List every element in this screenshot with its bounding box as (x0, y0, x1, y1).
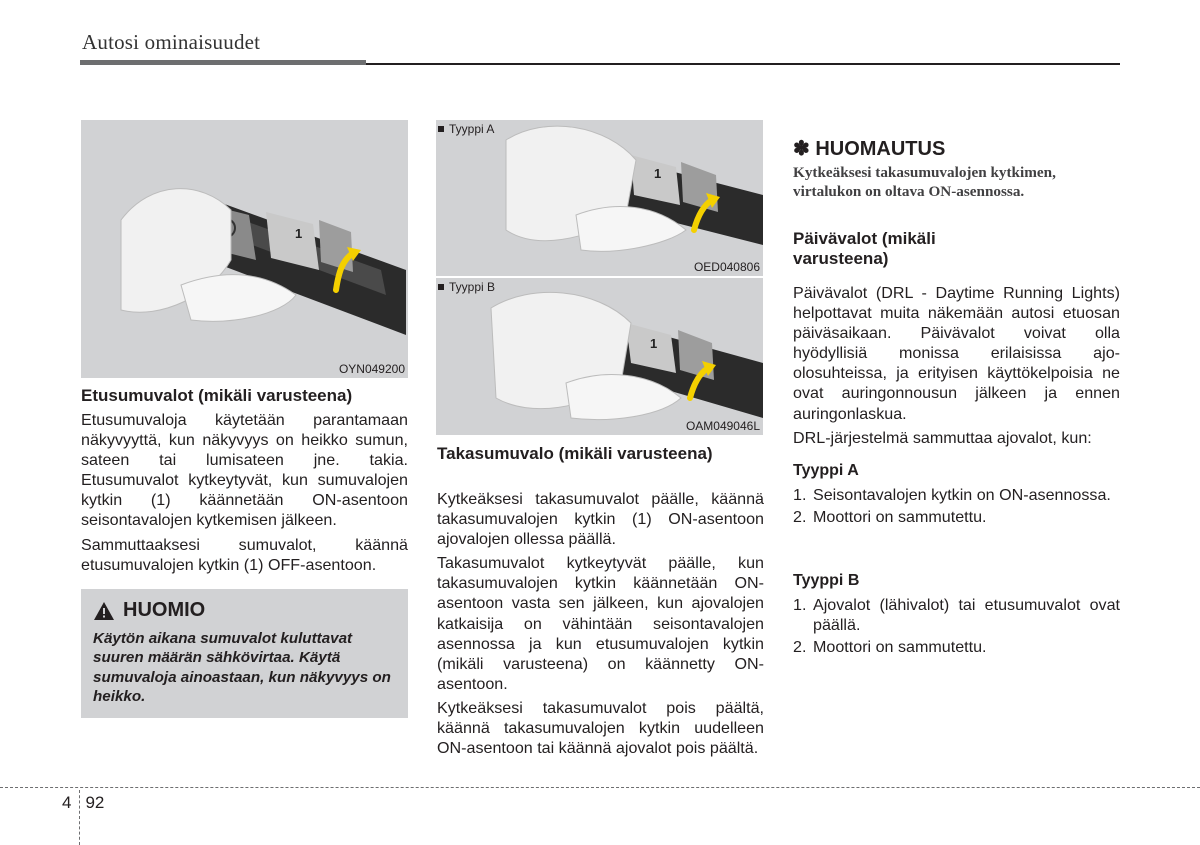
paragraph: Kytkeäksesi takasumuvalot pois päältä, käännä takasumuvalojen kytkin uudelleen ON-asentoon tai käännä ajovalot pois päältä. (437, 698, 764, 758)
stalk-illustration (436, 120, 763, 276)
section-body-drl (793, 283, 1120, 448)
list-type-a (793, 485, 1120, 527)
stalk-illustration (81, 120, 408, 378)
figure-code: OAM049046L (685, 419, 760, 433)
paragraph: Kytkeäksesi takasumuvalot päälle, käännä takasumuvalojen kytkin (1) ON-asentoon ajovalojen ollessa päällä. (437, 490, 764, 549)
section-heading-drl: Päivävalot (mikäli varusteena) (793, 229, 936, 268)
figure-code: OED040806 (693, 260, 760, 274)
paragraph: Takasumuvalot kytkeytyvät päälle, kun takasumuvalojen kytkin käännetään ON-asentoon vasta sen jälkeen, kun ajovalojen katkaisija on vähintään seisontavalojen asennossa ja kun etusumuvalojen kytkin (mikäli varusteena) on käännetty ON-asentoon. (437, 554, 764, 693)
figure-rear-fog-type-b (436, 278, 763, 435)
svg-text:1: 1 (654, 166, 662, 181)
caution-text: Käytön aikana sumuvalot kuluttavat suuren määrän sähkövirtaa. Käytä sumuvaloja ainoastaan, kun näkyvyys on heikko. (93, 630, 391, 706)
figure-front-fog-switch (81, 120, 408, 378)
square-bullet-icon (438, 284, 444, 290)
section-body-rear-fog (437, 489, 764, 758)
section-heading-front-fog: Etusumuvalot (mikäli varusteena) (81, 386, 353, 405)
figure-type-label: Tyyppi B (438, 280, 495, 294)
footer-dashed-rule (0, 787, 1200, 788)
paragraph: Sammuttaaksesi sumuvalot, käännä etusumuvalojen kytkin (1) OFF-asentoon. (81, 535, 408, 574)
figure-rear-fog-type-a (436, 120, 763, 276)
paragraph: DRL-järjestelmä sammuttaa ajovalot, kun: (793, 428, 1092, 447)
header-rule-thick (80, 60, 366, 65)
list-type-b (793, 595, 1120, 657)
svg-text:1: 1 (295, 226, 303, 241)
stalk-illustration (436, 278, 763, 435)
page-header-title: Autosi ominaisuudet (82, 30, 261, 54)
list-item: 1. Seisontavalojen kytkin on ON-asennossa. (793, 486, 1111, 504)
page-number: 4 92 (62, 793, 105, 812)
section-heading-rear-fog: Takasumuvalo (mikäli varusteena) (437, 444, 713, 463)
header-rule-thin (366, 63, 1120, 65)
caution-box (81, 589, 408, 718)
note-title: ✽ HUOMAUTUS (793, 138, 946, 160)
svg-text:1: 1 (650, 336, 658, 351)
figure-type-label: Tyyppi A (438, 122, 494, 136)
section-body-front-fog (81, 410, 408, 575)
warning-triangle-icon (93, 601, 115, 621)
figure-code: OYN049200 (338, 362, 405, 376)
subheading-type-b: Tyyppi B (793, 572, 860, 589)
list-item: 2. Moottori on sammutettu. (793, 508, 987, 527)
paragraph: Etusumuvaloja käytetään parantamaan näkyvyyttä, kun näkyvyys on heikko sumun, sateen tai lumisateen jne. takia. Etusumuvalot kytkeytyvät, kun sumuvalojen kytkin (1) käännetään ON-asentoon seisontavalojen kytkemisen jälkeen. (81, 411, 408, 530)
list-item: 1. Ajovalot (lähivalot) tai etusumuvalot ovat päällä. (793, 596, 1120, 635)
note-text: Kytkeäksesi takasumuvalojen kytkimen, virtalukon on oltava ON-asennossa. (793, 164, 1056, 200)
subheading-type-a: Tyyppi A (793, 462, 859, 479)
list-item: 2. Moottori on sammutettu. (793, 638, 987, 657)
caution-title: HUOMIO (93, 599, 205, 622)
square-bullet-icon (438, 126, 444, 132)
paragraph: Päivävalot (DRL - Daytime Running Lights) helpottavat muita näkemään autosi etuosan päiväsaikaan. Päivävalot voivat olla hyödyllisiä monissa erilaisissa ajo-olosuhteissa, ja erityisen käyttökelpoisia ne ovat auringonnousun jälkeen ja ennen auringonlaskua. (793, 284, 1120, 423)
